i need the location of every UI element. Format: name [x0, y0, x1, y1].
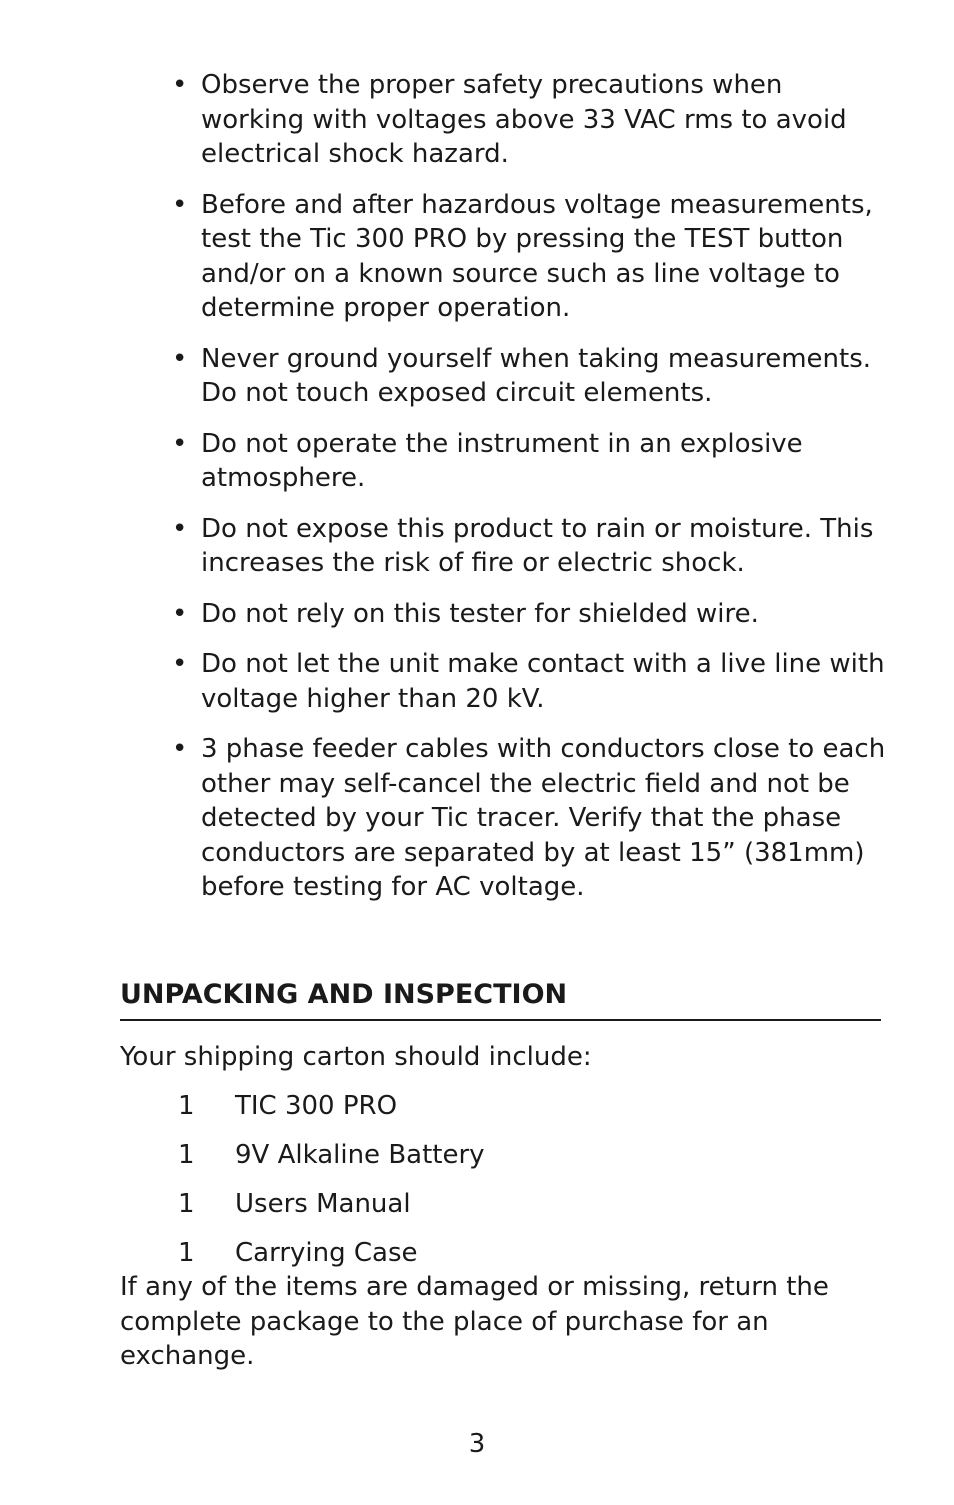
safety-bullet — [172, 188, 892, 326]
bullet-text: Never ground yourself when taking measurements. Do not touch exposed circuit elements. — [201, 343, 872, 408]
bullet-symbol: • — [172, 428, 188, 459]
bullet-text: 3 phase feeder cables with conductors close to each other may self-cancel the electric field and not be detected by your Tic tracer. Verify that the phase conductors are separated by at least 15” (381mm) before testing for AC voltage. — [201, 734, 886, 902]
bullet-symbol: • — [172, 513, 188, 544]
safety-precautions-list — [172, 68, 892, 921]
page-number: 3 — [468, 1429, 486, 1459]
bullet-symbol: • — [172, 343, 188, 374]
bullet-text: Observe the proper safety precautions when working with voltages above 33 VAC rms to avoid electrical shock hazard. — [201, 70, 847, 169]
safety-bullet — [172, 732, 892, 905]
safety-bullet — [172, 597, 892, 632]
safety-bullet — [172, 647, 892, 716]
item-quantity: 1 — [178, 1189, 195, 1219]
safety-bullet — [172, 342, 892, 411]
item-quantity: 1 — [178, 1091, 195, 1121]
package-item — [178, 1138, 485, 1187]
bullet-symbol: • — [172, 734, 188, 764]
bullet-text: Before and after hazardous voltage measurements, test the Tic 300 PRO by pressing the TEST button and/or on a known source such as line voltage to determine proper operation. — [201, 189, 873, 323]
bullet-symbol: • — [172, 189, 188, 220]
safety-bullet — [172, 68, 892, 172]
section-heading-unpacking: UNPACKING AND INSPECTION — [120, 975, 881, 1021]
package-contents-list — [178, 1089, 485, 1285]
item-name: 9V Alkaline Battery — [235, 1140, 485, 1170]
shipping-carton-intro: Your shipping carton should include: — [120, 1042, 592, 1072]
bullet-symbol: • — [172, 598, 188, 629]
bullet-text: Do not operate the instrument in an explosive atmosphere. — [201, 428, 803, 493]
package-item — [178, 1089, 485, 1138]
item-quantity: 1 — [178, 1238, 195, 1268]
safety-bullet — [172, 512, 892, 581]
package-item — [178, 1187, 485, 1236]
damaged-items-note: If any of the items are damaged or missing, return the complete package to the place of purchase for an exchange. — [120, 1272, 829, 1371]
item-name: Users Manual — [235, 1189, 411, 1219]
bullet-text: Do not expose this product to rain or moisture. This increases the risk of fire or electric shock. — [201, 513, 874, 578]
bullet-symbol: • — [172, 70, 188, 100]
bullet-text: Do not rely on this tester for shielded wire. — [201, 598, 759, 629]
item-name: Carrying Case — [235, 1238, 418, 1268]
item-name: TIC 300 PRO — [235, 1091, 398, 1121]
bullet-symbol: • — [172, 649, 188, 679]
bullet-text: Do not let the unit make contact with a live line with voltage higher than 20 kV. — [201, 649, 885, 714]
safety-bullet — [172, 427, 892, 496]
item-quantity: 1 — [178, 1140, 195, 1170]
